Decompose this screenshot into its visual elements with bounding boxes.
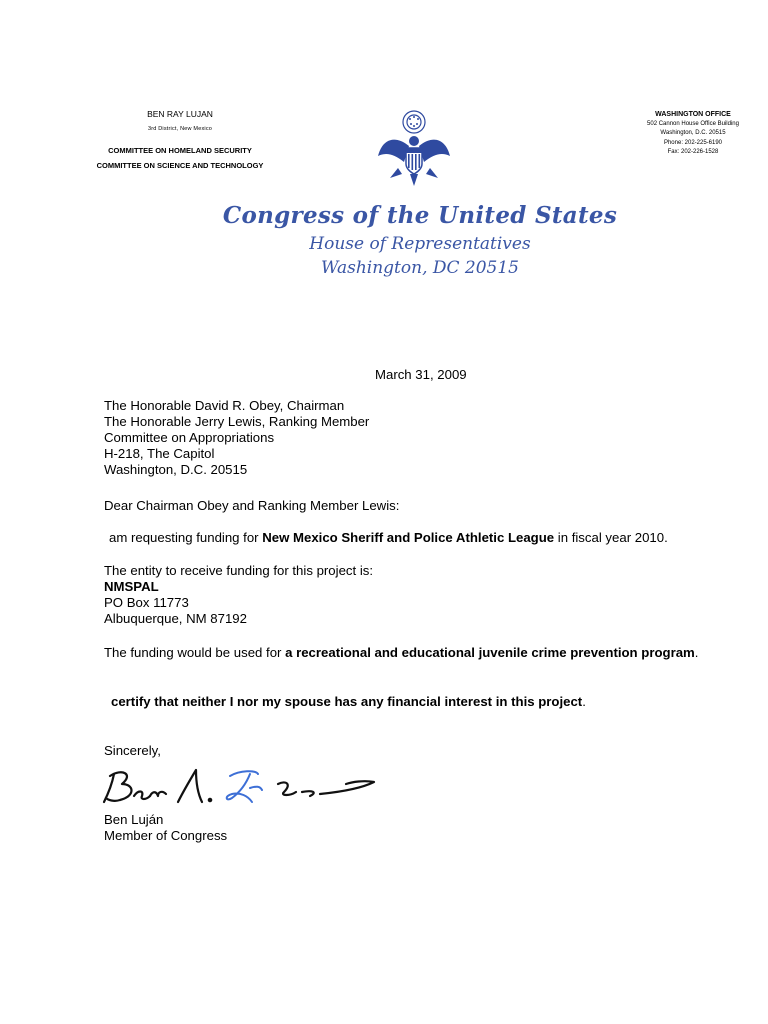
masthead — [200, 200, 640, 280]
district: 3rd District, New Mexico — [147, 126, 213, 132]
para3-text: The funding would be used for — [104, 645, 286, 660]
washington-office-heading: WASHINGTON OFFICE — [655, 111, 731, 118]
project-name: New Mexico Sheriff and Police Athletic League — [262, 530, 555, 545]
letterhead-left — [60, 107, 300, 173]
entity-address-1: PO Box 11773 — [104, 595, 189, 610]
office-address-line-2: Washington, D.C. 20515 — [660, 130, 726, 136]
recipient-line: Committee on Appropriations — [104, 430, 275, 445]
recipient-line: The Honorable Jerry Lewis, Ranking Member — [104, 414, 370, 429]
letterhead-right — [618, 110, 768, 158]
recipient-line: H-218, The Capitol — [104, 446, 215, 461]
handwritten-signature-icon — [100, 762, 380, 812]
office-address-line-1: 502 Cannon House Office Building — [647, 120, 739, 127]
funding-request-paragraph — [109, 530, 668, 546]
entity-paragraph — [104, 563, 373, 627]
para3-text-end: . — [694, 645, 699, 660]
entity-address-2: Albuquerque, NM 87192 — [104, 611, 247, 626]
salutation: Dear Chairman Obey and Ranking Member Lewis: — [104, 498, 400, 513]
entity-intro: The entity to receive funding for this project is: — [104, 563, 374, 578]
para1-text: am requesting funding for — [109, 530, 263, 545]
certification-statement: certify that neither I nor my spouse has any financial interest in this project — [111, 694, 583, 709]
great-seal-eagle-icon — [374, 104, 454, 194]
closing: Sincerely, — [104, 743, 161, 758]
entity-name: NMSPAL — [104, 579, 159, 594]
committee-science-technology: COMMITTEE ON SCIENCE AND TECHNOLOGY — [96, 161, 264, 170]
office-phone: Phone: 202-225-6190 — [663, 139, 723, 146]
office-fax: Fax: 202-226-1528 — [667, 149, 719, 155]
recipient-line: The Honorable David R. Obey, Chairman — [104, 398, 345, 413]
recipient-line: Washington, D.C. 20515 — [104, 462, 248, 477]
committee-homeland-security: COMMITTEE ON HOMELAND SECURITY — [108, 146, 252, 155]
masthead-house: House of Representatives — [309, 234, 531, 254]
signer-name: Ben Luján — [104, 812, 164, 827]
masthead-washington: Washington, DC 20515 — [320, 258, 519, 278]
signer-block — [104, 812, 227, 844]
certification-paragraph — [111, 694, 586, 710]
masthead-congress: Congress of the United States — [222, 202, 618, 229]
funding-purpose: a recreational and educational juvenile crime prevention program — [285, 645, 695, 660]
para1-text-end: in fiscal year 2010. — [554, 530, 668, 545]
letter-date: March 31, 2009 — [375, 367, 467, 382]
recipient-address-block — [104, 398, 369, 478]
representative-name: BEN RAY LUJAN — [147, 109, 213, 119]
signer-title: Member of Congress — [104, 828, 228, 843]
para4-text-end: . — [582, 694, 586, 709]
funding-use-paragraph — [104, 645, 704, 661]
